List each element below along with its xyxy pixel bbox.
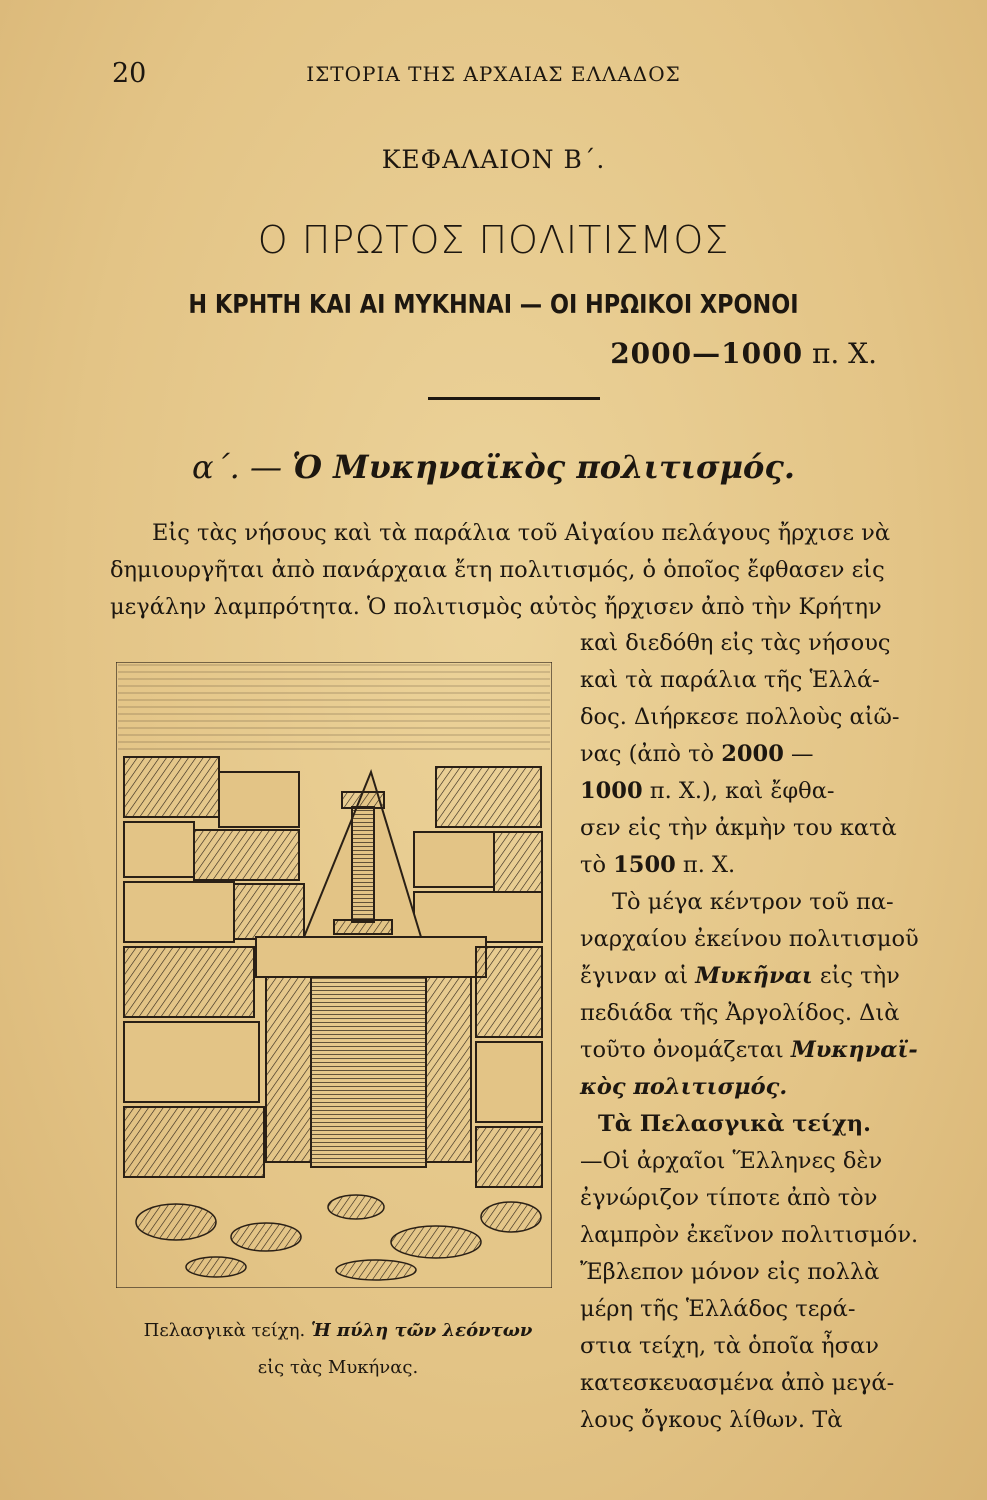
column-line: καὶ τὰ παράλια τῆς Ἑλλά- [580,667,880,693]
column-line [580,778,835,804]
column-text: π. Χ.), καὶ ἔφθα- [642,778,835,804]
column-line: δος. Διήρκεσε πολλοὺς αἰῶ- [580,704,900,730]
date-number: 2000 [721,741,784,767]
page-number: 20 [112,58,147,89]
column-line: ναρχαίου ἐκείνου πολιτισμοῦ [580,926,919,952]
figure-caption-italic: Ἡ πύλη τῶν λεόντων [310,1320,533,1341]
column-text: νας (ἀπὸ τὸ [580,741,722,767]
column-line: κατεσκευασμένα ἀπὸ μεγά- [580,1370,895,1396]
column-line: πεδιάδα τῆς Ἀργολίδος. Διὰ [580,1000,900,1026]
paragraph-line: δημιουργῆται ἀπὸ πανάρχαια ἔτη πολιτισμός, ὁ ὁποῖος ἔφθασεν εἰς [110,557,885,583]
place-name: Μυκῆναι [695,963,813,989]
column-line [580,741,814,767]
subsection-heading: Τὰ Πελασγικὰ τείχη. [598,1111,871,1137]
column-text: π. Χ. [675,852,736,878]
column-line [580,852,735,878]
column-text: ἔγιναν αἱ [580,963,696,989]
date-number: 1000 [580,778,643,804]
chapter-dates [610,337,877,370]
column-line [580,963,900,989]
running-title: ΙΣΤΟΡΙΑ ΤΗΣ ΑΡΧΑΙΑΣ ΕΛΛΑΔΟΣ [306,62,681,86]
column-text: — [783,741,814,767]
chapter-dates-suffix: π. Χ. [811,337,877,370]
lion-gate-engraving [116,662,552,1288]
paragraph-line: μεγάλην λαμπρότητα. Ὁ πολιτισμὸς αὐτὸς ἤρχισεν ἀπὸ τὴν Κρήτην [110,594,882,620]
column-line: λαμπρὸν ἐκεῖνον πολιτισμόν. [580,1222,919,1248]
column-line: κὸς πολιτισμός. [580,1074,788,1100]
column-line: λους ὄγκους λίθων. Τὰ [580,1407,843,1433]
column-text: τὸ [580,852,614,878]
chapter-subtitle: Η ΚΡΗΤΗ ΚΑΙ ΑΙ ΜΥΚΗΝΑΙ — ΟΙ ΗΡΩΙΚΟΙ ΧΡΟΝΟΙ [188,290,799,320]
figure-caption-line [110,1320,566,1341]
chapter-label: ΚΕΦΑΛΑΙΟΝ Β΄. [381,145,606,174]
section-divider [428,397,600,400]
chapter-dates-numbers: 2000—1000 [610,337,804,370]
column-text: τοῦτο ὀνομάζεται [580,1037,791,1063]
column-line: καὶ διεδόθη εἰς τὰς νήσους [580,630,891,656]
column-line: Ἔβλεπον μόνον εἰς πολλὰ [580,1259,880,1285]
paragraph-line: Εἰς τὰς νήσους καὶ τὰ παράλια τοῦ Αἰγαίου πελάγους ἤρχισε νὰ [152,520,891,546]
section-prefix: α΄. — [192,448,293,486]
column-line [580,1037,918,1063]
column-line: —Οἱ ἀρχαῖοι Ἕλληνες δὲν [580,1148,883,1174]
figure-caption-plain: Πελασγικὰ τείχη. [143,1320,311,1341]
section-title: Ὁ Μυκηναϊκὸς πολιτισμός. [292,448,795,486]
figure-caption-line-2: εἰς τὰς Μυκήνας. [257,1357,419,1378]
column-line: στια τείχη, τὰ ὁποῖα ἦσαν [580,1333,879,1359]
column-text: εἰς τὴν [812,963,900,989]
column-line: Τὸ μέγα κέντρον τοῦ πα- [612,889,894,915]
term: Μυκηναϊ- [790,1037,918,1063]
column-line: ἐγνώριζον τίποτε ἀπὸ τὸν [580,1185,878,1211]
date-number: 1500 [613,852,676,878]
section-heading [0,448,987,486]
chapter-title: Ο ΠΡΩΤΟΣ ΠΟΛΙΤΙΣΜΟΣ [257,218,730,262]
column-line: μέρη τῆς Ἑλλάδος τερά- [580,1296,856,1322]
column-line: σεν εἰς τὴν ἀκμὴν του κατὰ [580,815,897,841]
